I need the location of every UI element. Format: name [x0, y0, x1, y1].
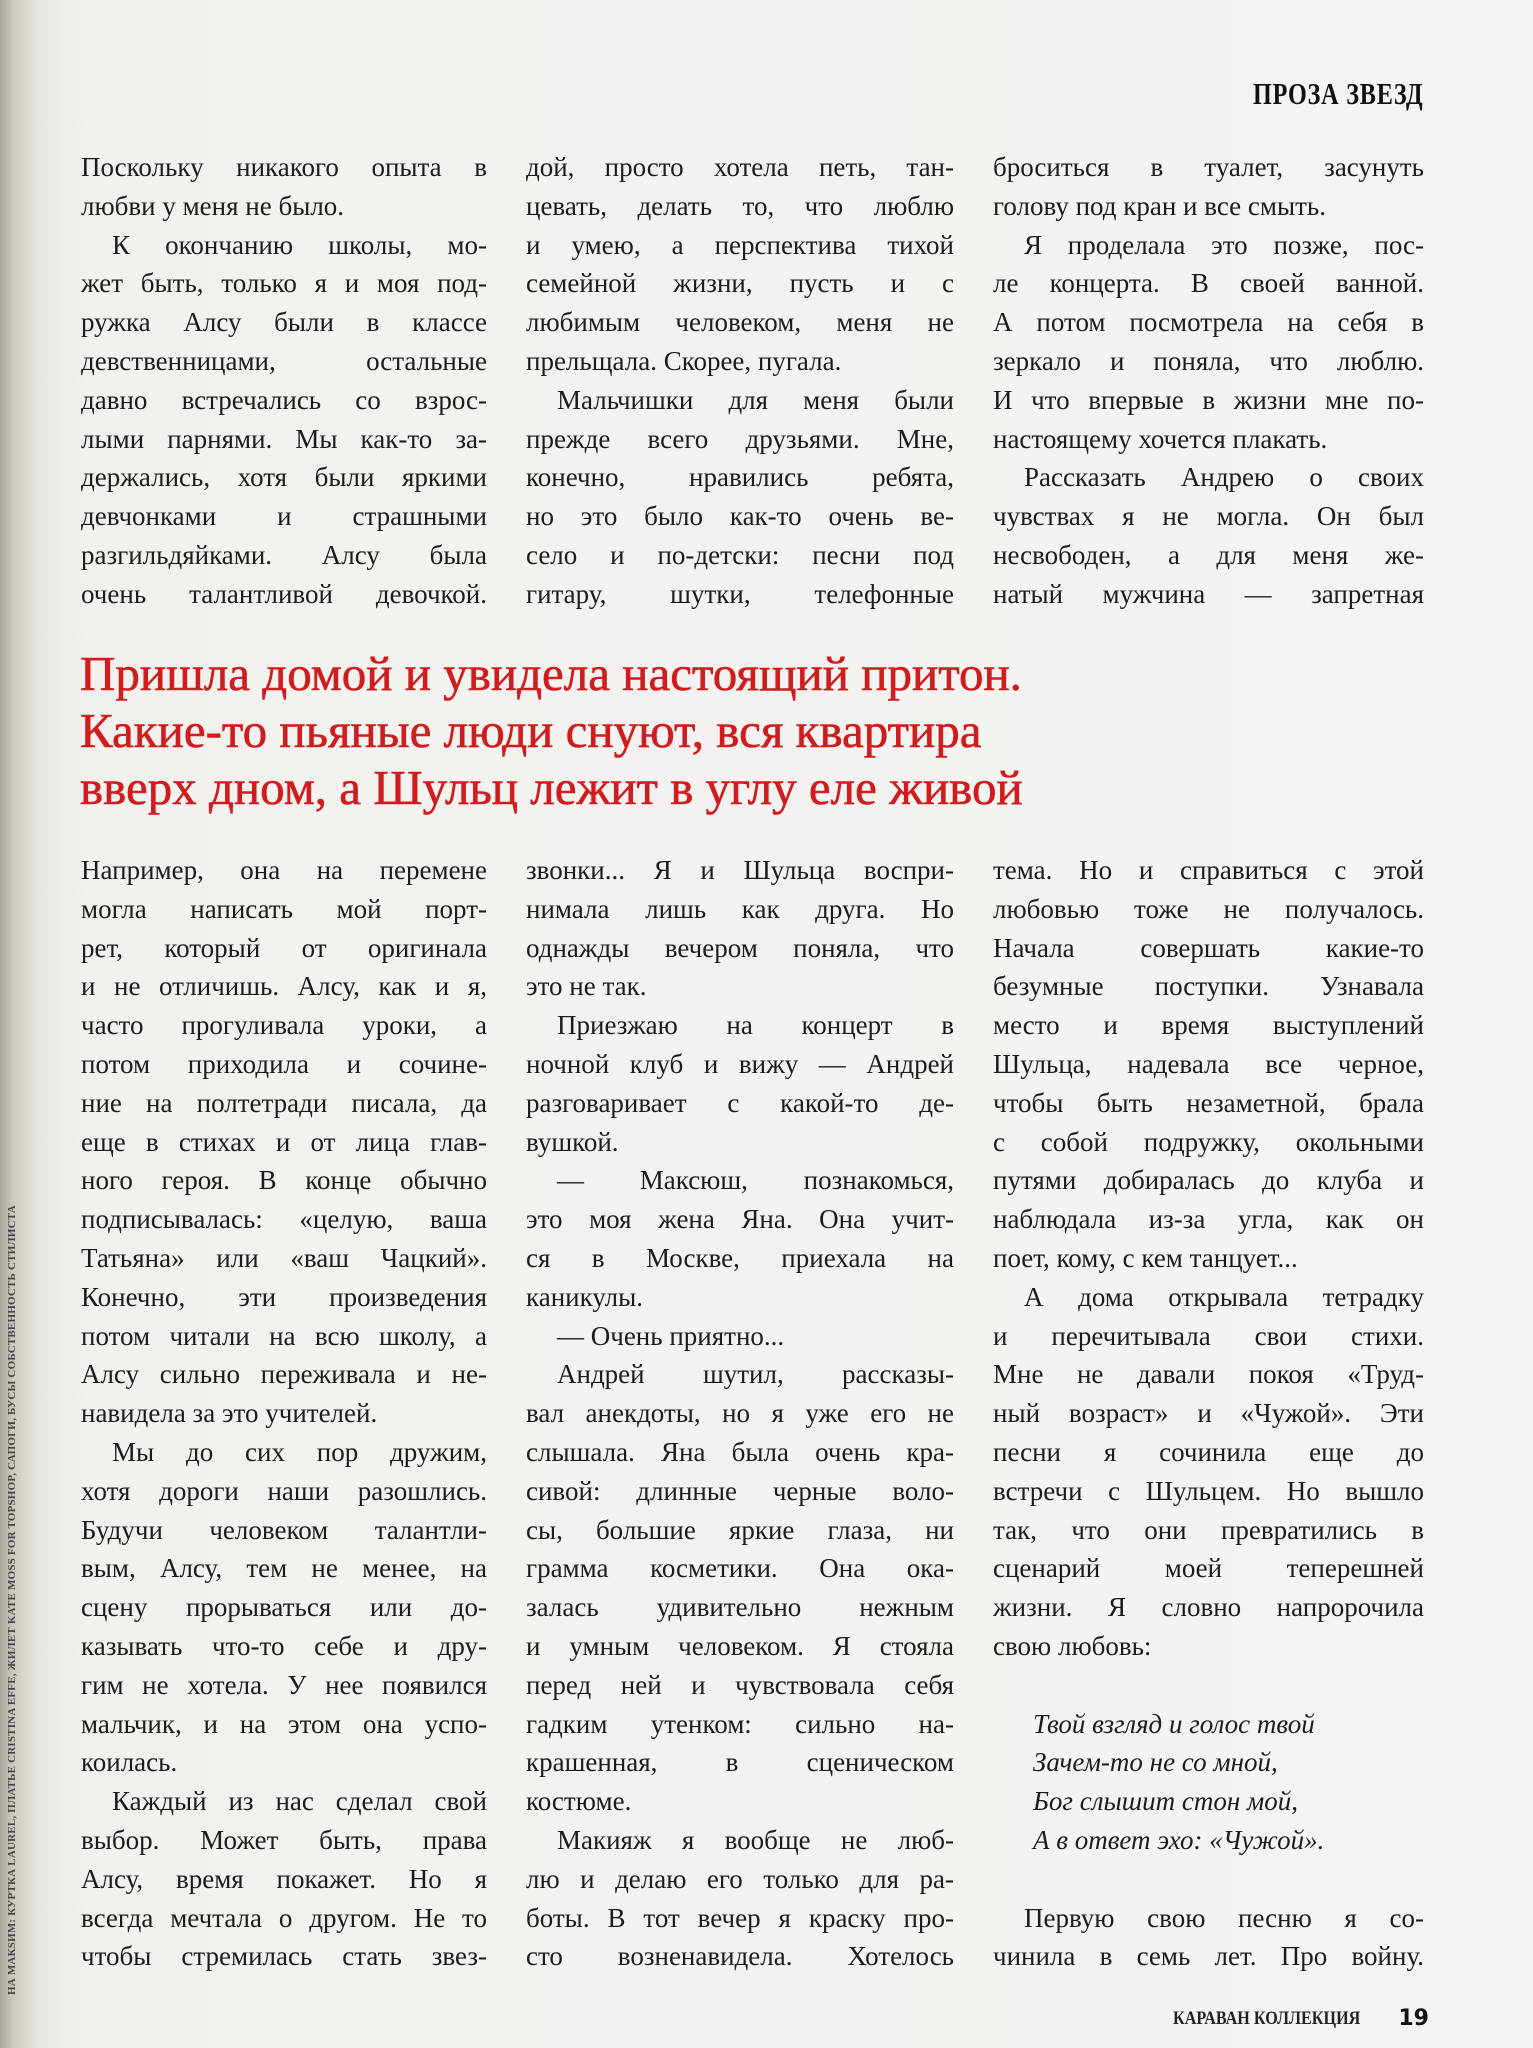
- paragraph: [81, 1433, 487, 1782]
- text-line: лю и делаю его только для ра-: [526, 1863, 954, 1894]
- section-title: ПРОЗА ЗВЕЗД: [1252, 76, 1423, 111]
- text-line: сто возненавидела. Хотелось: [526, 1941, 954, 1972]
- text-line: нимала лишь как друга. Но: [526, 893, 954, 924]
- text-line: Поскольку никакого опыта в: [81, 152, 487, 182]
- text-line: это не так.: [526, 971, 647, 1002]
- paragraph: [526, 1161, 954, 1316]
- paragraph: [526, 1006, 954, 1161]
- text-line: дой, просто хотела петь, тан-: [526, 152, 954, 182]
- text-line: всегда мечтала о другом. Не то: [81, 1902, 487, 1933]
- text-line: ружка Алсу были в классе: [81, 307, 487, 338]
- text-line: однажды вечером поняла, что: [526, 932, 954, 963]
- paragraph: [81, 1782, 487, 1976]
- text-line: Татьяна» или «ваш Чацкий».: [81, 1242, 487, 1273]
- text-line: вал анекдоты, но я уже его не: [526, 1398, 954, 1429]
- text-line: боты. В тот вечер я краску про-: [526, 1902, 954, 1933]
- text-line: Первую свою песню я со-: [1024, 1902, 1424, 1933]
- text-line: рет, который от оригинала: [81, 932, 487, 963]
- headline-line: вверх дном, а Шульц лежит в углу еле живой: [80, 760, 1023, 815]
- text-line: Шульца, надевала все черное,: [993, 1048, 1424, 1079]
- poem-line: Зачем-то не со мной,: [1033, 1747, 1278, 1778]
- text-line: гим не хотела. У нее появился: [81, 1669, 487, 1700]
- text-line: любви у меня не было.: [81, 190, 345, 221]
- paragraph: [81, 148, 487, 226]
- text-line: хотя дороги наши разошлись.: [81, 1475, 487, 1506]
- text-line: семейной жизни, пусть и с: [526, 268, 954, 299]
- text-line: Я проделала это позже, пос-: [1024, 229, 1424, 260]
- pull-quote-headline: [80, 645, 1023, 816]
- text-line: А потом посмотрела на себя в: [993, 307, 1424, 338]
- text-line: Будучи человеком талантли-: [81, 1514, 487, 1545]
- text-line: каникулы.: [526, 1281, 644, 1312]
- article-column-top-1: [81, 148, 487, 614]
- text-line: часто прогуливала уроки, а: [81, 1010, 487, 1041]
- text-line: ночной клуб и вижу — Андрей: [526, 1048, 954, 1079]
- text-line: мальчик, и на этом она успо-: [81, 1708, 487, 1739]
- text-line: но это было как-то очень ве-: [526, 501, 954, 532]
- text-line: прельщала. Скорее, пугала.: [526, 345, 842, 376]
- text-line: и перечитывала свои стихи.: [993, 1320, 1424, 1351]
- text-line: чтобы быть незаметной, брала: [993, 1087, 1424, 1118]
- text-line: костюме.: [526, 1786, 632, 1817]
- text-line: Рассказать Андрею о своих: [1024, 462, 1424, 493]
- text-line: гитару, шутки, телефонные: [526, 578, 954, 609]
- text-line: свою любовь:: [993, 1630, 1152, 1661]
- text-line: потом приходила и сочине-: [81, 1048, 487, 1079]
- text-line: несвободен, а для меня же-: [993, 539, 1424, 570]
- text-line: лыми парнями. Мы как-то за-: [81, 423, 487, 454]
- text-line: встречи с Шульцем. Но вышло: [993, 1475, 1424, 1506]
- paragraph: [81, 226, 487, 614]
- text-line: перед ней и чувствовала себя: [526, 1669, 954, 1700]
- text-line: Мы до сих пор дружим,: [112, 1436, 487, 1467]
- text-line: чувствах я не могла. Он был: [993, 501, 1424, 532]
- paragraph: [993, 148, 1424, 226]
- headline-line: Какие-то пьяные люди снуют, вся квартира: [80, 703, 982, 758]
- paragraph: [526, 381, 954, 614]
- text-line: натый мужчина — запретная: [993, 578, 1424, 609]
- text-line: прежде всего друзьями. Мне,: [526, 423, 954, 454]
- text-line: наблюдала из-за угла, как он: [993, 1204, 1424, 1235]
- text-line: чинила в семь лет. Про войну.: [993, 1941, 1424, 1972]
- paragraph: [526, 1821, 954, 1976]
- text-line: выбор. Может быть, права: [81, 1824, 487, 1855]
- text-line: Макияж я вообще не люб-: [557, 1824, 954, 1855]
- text-line: броситься в туалет, засунуть: [993, 152, 1424, 182]
- text-line: Мальчишки для меня были: [557, 384, 954, 415]
- paragraph: [526, 851, 954, 1006]
- text-line: Каждый из нас сделал свой: [112, 1786, 487, 1817]
- page-number: 19: [1398, 2006, 1429, 2031]
- text-line: конечно, нравились ребята,: [526, 462, 954, 493]
- text-line: тема. Но и справиться с этой: [993, 855, 1424, 885]
- paragraph: [526, 1317, 954, 1356]
- text-line: безумные поступки. Узнавала: [993, 971, 1424, 1002]
- text-line: вушкой.: [526, 1126, 619, 1157]
- text-line: и не отличишь. Алсу, как и я,: [81, 971, 487, 1002]
- article-column-top-2: [526, 148, 954, 614]
- text-line: — Очень приятно...: [557, 1320, 785, 1351]
- text-line: поет, кому, с кем танцует...: [993, 1242, 1298, 1273]
- article-column-top-3: [993, 148, 1424, 614]
- text-line: Андрей шутил, рассказы-: [557, 1359, 954, 1390]
- text-line: и умею, а перспектива тихой: [526, 229, 954, 260]
- text-line: девственницами, остальные: [81, 345, 487, 376]
- headline-line: Пришла домой и увидела настоящий притон.: [80, 646, 1022, 701]
- text-line: очень талантливой девочкой.: [81, 578, 487, 609]
- page-footer: [1140, 2006, 1429, 2031]
- text-line: грамма косметики. Она ока-: [526, 1553, 954, 1584]
- text-line: сы, большие яркие глаза, ни: [526, 1514, 954, 1545]
- text-line: село и по-детски: песни под: [526, 539, 954, 570]
- poem-line: Бог слышит стон мой,: [1033, 1786, 1298, 1817]
- blank-line: [993, 1860, 1424, 1899]
- article-column-bottom-3: [993, 851, 1424, 1976]
- blank-line: [993, 1666, 1424, 1705]
- text-line: цевать, делать то, что люблю: [526, 190, 954, 221]
- text-line: ле концерта. В своей ванной.: [993, 268, 1424, 299]
- text-line: голову под кран и все смыть.: [993, 190, 1326, 221]
- paragraph: [526, 148, 954, 381]
- paragraph: [526, 1355, 954, 1821]
- text-line: жизни. Я словно напророчила: [993, 1592, 1424, 1623]
- text-line: Конечно, эти произведения: [81, 1281, 487, 1312]
- text-line: жет быть, только я и моя под-: [81, 268, 487, 299]
- text-line: девчонками и страшными: [81, 501, 487, 532]
- text-line: разговаривает с какой-то де-: [526, 1087, 954, 1118]
- text-line: Алсу сильно переживала и не-: [81, 1359, 487, 1390]
- text-line: гадким утенком: сильно на-: [526, 1708, 954, 1739]
- text-line: с собой подружку, окольными: [993, 1126, 1424, 1157]
- article-column-bottom-2: [526, 851, 954, 1976]
- text-line: ного героя. В конце обычно: [81, 1165, 487, 1196]
- text-line: так, что они превратились в: [993, 1514, 1424, 1545]
- text-line: подписывалась: «целую, ваша: [81, 1204, 487, 1235]
- poem-stanza: [993, 1666, 1424, 1899]
- text-line: звонки... Я и Шульца воспри-: [526, 855, 954, 885]
- text-line: могла написать мой порт-: [81, 893, 487, 924]
- text-line: ние на полтетради писала, да: [81, 1087, 487, 1118]
- poem-line: Твой взгляд и голос твой: [1033, 1708, 1315, 1739]
- text-line: потом читали на всю школу, а: [81, 1320, 487, 1351]
- text-line: навидела за это учителей.: [81, 1398, 378, 1429]
- text-line: ся в Москве, приехала на: [526, 1242, 954, 1273]
- text-line: и умным человеком. Я стояла: [526, 1630, 954, 1661]
- text-line: сценарий моей теперешней: [993, 1553, 1424, 1584]
- text-line: разгильдяйками. Алсу была: [81, 539, 487, 570]
- text-line: ный возраст» и «Чужой». Эти: [993, 1398, 1424, 1429]
- text-line: — Максюш, познакомься,: [557, 1165, 954, 1196]
- text-line: И что впервые в жизни мне по-: [993, 384, 1424, 415]
- text-line: песни я сочинила еще до: [993, 1436, 1424, 1467]
- text-line: настоящему хочется плакать.: [993, 423, 1328, 454]
- text-line: К окончанию школы, мо-: [112, 229, 487, 260]
- text-line: крашенная, в сценическом: [526, 1747, 954, 1778]
- text-line: Например, она на перемене: [81, 855, 487, 885]
- text-line: зеркало и поняла, что люблю.: [993, 345, 1424, 376]
- paragraph: [81, 851, 487, 1433]
- text-line: Начала совершать какие-то: [993, 932, 1424, 963]
- paragraph: [993, 458, 1424, 613]
- text-line: давно встречались со взрос-: [81, 384, 487, 415]
- article-column-bottom-1: [81, 851, 487, 1976]
- paragraph: [993, 851, 1424, 1278]
- text-line: сивой: длинные черные воло-: [526, 1475, 954, 1506]
- paragraph: [993, 1278, 1424, 1666]
- text-line: любовью тоже не получалось.: [993, 893, 1424, 924]
- text-line: вым, Алсу, тем не менее, на: [81, 1553, 487, 1584]
- text-line: путями добиралась до клуба и: [993, 1165, 1424, 1196]
- text-line: сцену прорываться или до-: [81, 1592, 487, 1623]
- text-line: место и время выступлений: [993, 1010, 1424, 1041]
- poem-line: А в ответ эхо: «Чужой».: [1033, 1824, 1325, 1855]
- text-line: это моя жена Яна. Она учит-: [526, 1204, 954, 1235]
- paragraph: [993, 226, 1424, 459]
- text-line: А дома открывала тетрадку: [1024, 1281, 1424, 1312]
- photo-credit: НА МАКSИМ: КУРТКА LAUREL, ПЛАТЬЕ CRISTINA EFFE, ЖИЛЕТ KATE MOSS FOR TOPSHOP, САПОГИ, БУСЫ СОБСТВЕННОСТЬ СТИЛИСТА: [6, 1205, 18, 1995]
- text-line: еще в стихах и от лица глав-: [81, 1126, 487, 1157]
- text-line: любимым человеком, меня не: [526, 307, 954, 338]
- text-line: Приезжаю на концерт в: [557, 1010, 954, 1041]
- text-line: слышала. Яна была очень кра-: [526, 1436, 954, 1467]
- text-line: казывать что-то себе и дру-: [81, 1630, 487, 1661]
- text-line: залась удивительно нежным: [526, 1592, 954, 1623]
- text-line: держались, хотя были яркими: [81, 462, 487, 493]
- magazine-name: КАРАВАН КОЛЛЕКЦИЯ: [1173, 2007, 1361, 2029]
- text-line: коилась.: [81, 1747, 178, 1778]
- text-line: чтобы стремилась стать звез-: [81, 1941, 487, 1972]
- paragraph: [993, 1899, 1424, 1977]
- text-line: Алсу, время покажет. Но я: [81, 1863, 487, 1894]
- text-line: Мне не давали покоя «Труд-: [993, 1359, 1424, 1390]
